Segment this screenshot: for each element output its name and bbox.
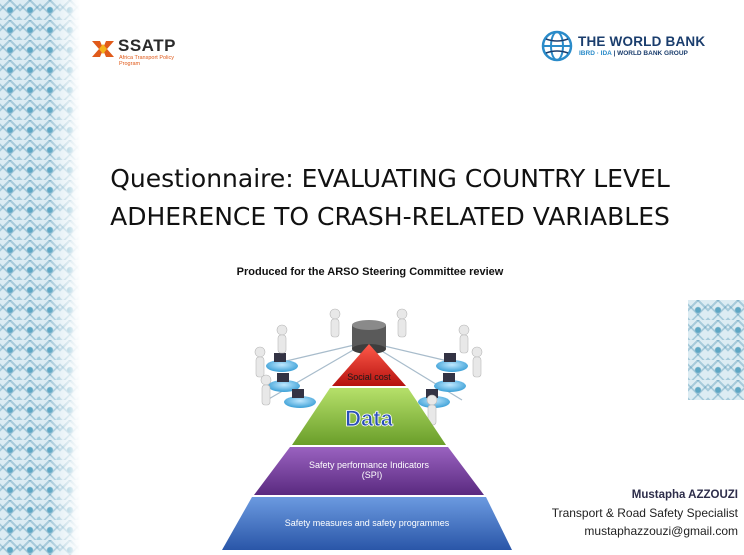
author-name: Mustapha AZZOUZI <box>631 489 738 501</box>
ssatp-mark-icon <box>92 38 114 60</box>
pyramid-label-spi-line-2: (SPI) <box>361 470 383 480</box>
world-bank-sub-left: IBRD · IDA <box>579 50 612 57</box>
author-role: Transport & Road Safety Specialist <box>551 506 738 520</box>
ssatp-logo-name: SSATP <box>118 36 176 55</box>
left-decorative-pattern <box>0 0 80 555</box>
pyramid-label-spi-line-1: Safety performance Indicators <box>308 460 430 470</box>
pyramid-level-spi <box>254 447 484 495</box>
slide-title-line-1: Questionnaire: EVALUATING COUNTRY LEVEL <box>110 164 670 193</box>
pyramid-label-social-cost: Social cost <box>347 372 391 382</box>
world-bank-logo <box>541 30 716 66</box>
author-block <box>478 486 738 540</box>
pyramid-level-data <box>292 388 446 445</box>
pyramid-label-data: Data <box>345 406 393 431</box>
data-pyramid-diagram <box>222 300 512 552</box>
slide-title-line-2: ADHERENCE TO CRASH-RELATED VARIABLES <box>110 202 670 231</box>
ssatp-logo-subtitle: Africa Transport Policy Program <box>119 55 175 67</box>
slide-subtitle: Produced for the ARSO Steering Committee review <box>236 266 504 278</box>
pyramid-label-safety-measures: Safety measures and safety programmes <box>284 518 450 528</box>
globe-icon <box>541 30 573 62</box>
world-bank-logo-name: THE WORLD BANK <box>578 34 706 49</box>
ssatp-logo <box>92 36 202 72</box>
world-bank-sub-divider: | <box>613 50 616 57</box>
slide-title <box>80 160 700 236</box>
pyramid-level-safety-measures <box>222 497 512 550</box>
world-bank-logo-subtitle <box>579 50 688 57</box>
world-bank-sub-right: WORLD BANK GROUP <box>617 50 688 57</box>
right-decorative-pattern <box>688 300 744 400</box>
author-email[interactable]: mustaphazzouzi@gmail.com <box>584 524 738 538</box>
pyramid-level-social-cost <box>332 344 406 386</box>
